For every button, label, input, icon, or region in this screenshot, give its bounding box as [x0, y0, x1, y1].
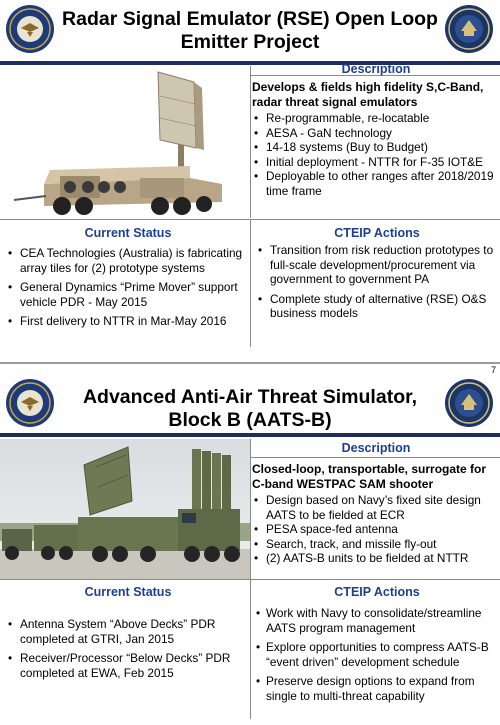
- slide-rse: [0, 0, 500, 362]
- divider-vertical: [250, 219, 251, 347]
- slide-title: Radar Signal Emulator (RSE) Open Loop Emitter Project: [62, 8, 438, 53]
- list-item: • (2) AATS-B units to be fielded at NTTR: [252, 551, 500, 566]
- description-lead: Closed-loop, transportable, surrogate for C-band WESTPAC SAM shooter: [252, 462, 487, 491]
- cteip-actions-list: [256, 243, 498, 321]
- description-heading: Description: [341, 62, 411, 76]
- list-item: • Receiver/Processor “Below Decks” PDR completed at EWA, Feb 2015: [6, 651, 250, 680]
- rse-emitter-trailer-image: [0, 66, 250, 220]
- cteip-actions-list: [256, 606, 498, 703]
- list-item: • PESA space-fed antenna: [252, 522, 500, 537]
- dod-seal-icon: [5, 378, 55, 428]
- list-item: • Complete study of alternative (RSE) O&S business models: [256, 292, 498, 321]
- cteip-actions-panel: [256, 585, 498, 703]
- list-item: • Explore opportunities to compress AATS-B “event driven” development schedule: [256, 640, 498, 669]
- cteip-actions-heading: CTEIP Actions: [334, 585, 420, 599]
- list-item: • Design based on Navy’s fixed site design AATS to be fielded at ECR: [252, 493, 500, 522]
- list-item: • Re-programmable, re-locatable: [252, 111, 500, 126]
- cteip-actions-panel: [256, 226, 498, 321]
- current-status-panel: [6, 226, 250, 329]
- current-status-list: [6, 246, 250, 329]
- slide-header: [0, 0, 500, 60]
- description-panel: [252, 441, 500, 566]
- trmc-seal-icon: [444, 378, 494, 428]
- list-item: • Preserve design options to expand from single to multi-threat capability: [256, 674, 498, 703]
- current-status-heading: Current Status: [84, 585, 172, 599]
- list-item: • Initial deployment - NTTR for F-35 IOT&E: [252, 155, 500, 170]
- list-item: • 14-18 systems (Buy to Budget): [252, 140, 500, 155]
- aats-b-vehicles-image: [0, 439, 250, 579]
- current-status-heading: Current Status: [84, 226, 172, 240]
- current-status-list: [6, 617, 250, 680]
- trmc-seal-icon: [444, 4, 494, 54]
- list-item: • Transition from risk reduction prototypes to full-scale development/procurement via government to government PA: [256, 243, 498, 287]
- list-item: • General Dynamics “Prime Mover” support vehicle PDR - May 2015: [6, 280, 250, 309]
- divider-vertical: [250, 66, 251, 218]
- description-lead: Develops & fields high fidelity S,C-Band, radar threat signal emulators: [252, 80, 484, 109]
- dod-seal-icon: [5, 4, 55, 54]
- description-heading: Description: [341, 441, 411, 455]
- list-item: • First delivery to NTTR in Mar-May 2016: [6, 314, 250, 329]
- description-list: [252, 493, 500, 566]
- description-panel: [252, 62, 500, 198]
- page-number: 7: [490, 365, 496, 375]
- slide-aats-b: [0, 364, 500, 725]
- list-item: • AESA - GaN technology: [252, 126, 500, 141]
- list-item: • Deployable to other ranges after 2018/2019 time frame: [252, 169, 500, 198]
- divider-vertical: [250, 579, 251, 719]
- list-item: • CEA Technologies (Australia) is fabricating array tiles for (2) prototype systems: [6, 246, 250, 275]
- description-list: [252, 111, 500, 198]
- slide-header: [0, 374, 500, 434]
- list-item: • Search, track, and missile fly-out: [252, 537, 500, 552]
- title-rule: [0, 433, 500, 437]
- list-item: • Antenna System “Above Decks” PDR completed at GTRI, Jan 2015: [6, 617, 250, 646]
- current-status-panel: [6, 585, 250, 680]
- slide-title: Advanced Anti-Air Threat Simulator, Block B (AATS-B): [82, 386, 418, 431]
- cteip-actions-heading: CTEIP Actions: [334, 226, 420, 240]
- divider-vertical: [250, 439, 251, 579]
- list-item: • Work with Navy to consolidate/streamline AATS program management: [256, 606, 498, 635]
